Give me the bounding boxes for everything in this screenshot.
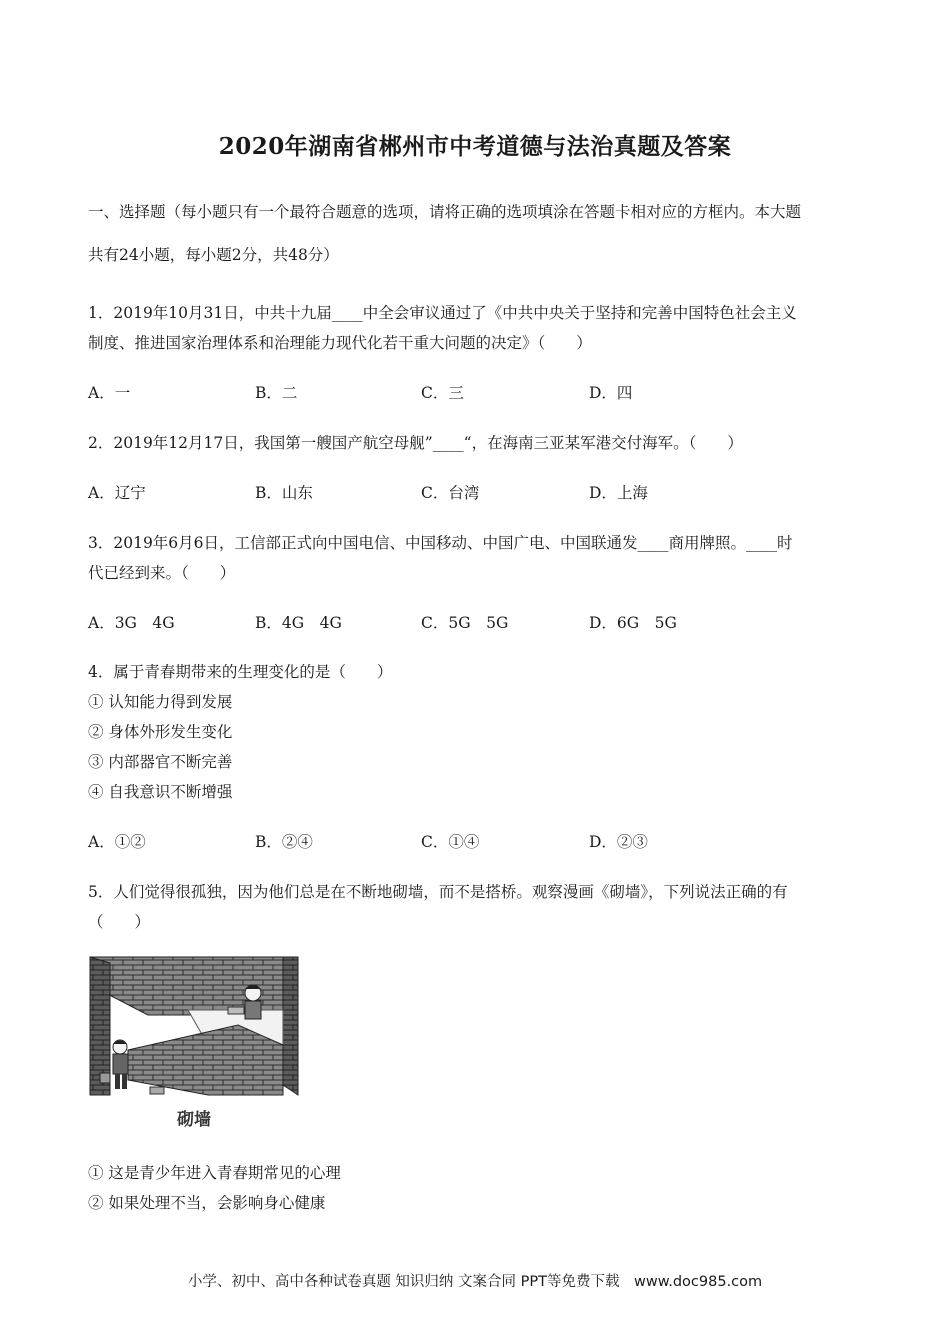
- question-4-item-4: ④ 自我意识不断增强: [88, 783, 233, 801]
- question-4-option-d: D．②③: [589, 833, 648, 851]
- question-3-option-d: D．6G 5G: [589, 614, 677, 632]
- question-4-stem: 4．属于青春期带来的生理变化的是（ ）: [88, 663, 393, 681]
- question-4-option-b: B．②④: [255, 833, 313, 851]
- question-3-line-1: 3．2019年6月6日，工信部正式向中国电信、中国移动、中国广电、中国联通发____商用牌照。____时: [88, 534, 793, 552]
- question-3-option-c: C．5G 5G: [421, 614, 509, 632]
- figure-caption: 砌墙: [177, 1110, 211, 1130]
- question-4-item-3: ③ 内部器官不断完善: [88, 753, 233, 771]
- question-5-line-2: （ ）: [88, 913, 151, 931]
- question-1-option-a: A．一: [88, 384, 131, 402]
- question-4-option-a: A．①②: [88, 833, 146, 851]
- question-1-line-2: 制度、推进国家治理体系和治理能力现代化若干重大问题的决定》（ ）: [88, 334, 592, 352]
- section-instructions-line-2: 共有24小题，每小题2分，共48分）: [88, 246, 339, 264]
- question-2-option-a: A．辽宁: [88, 484, 146, 502]
- question-5-item-2: ② 如果处理不当，会影响身心健康: [88, 1194, 326, 1212]
- question-4-item-1: ① 认知能力得到发展: [88, 693, 233, 711]
- section-instructions-line-1: 一、选择题（每小题只有一个最符合题意的选项，请将正确的选项填涂在答题卡相对应的方框内。本大题: [88, 203, 802, 221]
- question-3-line-2: 代已经到来。（ ）: [88, 564, 236, 582]
- question-2-option-d: D．上海: [589, 484, 648, 502]
- question-4-item-2: ② 身体外形发生变化: [88, 723, 233, 741]
- question-1-option-b: B．二: [255, 384, 298, 402]
- question-5-item-1: ① 这是青少年进入青春期常见的心理: [88, 1164, 341, 1182]
- cartoon-figure: [88, 955, 300, 1130]
- page-title: 2020年湖南省郴州市中考道德与法治真题及答案: [218, 133, 732, 160]
- question-1-line-1: 1．2019年10月31日，中共十九届____中全会审议通过了《中共中央关于坚持和完善中国特色社会主义: [88, 304, 797, 322]
- question-2-option-c: C．台湾: [421, 484, 480, 502]
- question-1-option-d: D．四: [589, 384, 633, 402]
- question-3-option-b: B．4G 4G: [255, 614, 342, 632]
- question-5-line-1: 5．人们觉得很孤独，因为他们总是在不断地砌墙，而不是搭桥。观察漫画《砌墙》，下列说法正确的有: [88, 883, 788, 901]
- question-3-option-a: A．3G 4G: [88, 614, 175, 632]
- question-2-option-b: B．山东: [255, 484, 313, 502]
- brick-wall-cartoon-image: [88, 955, 300, 1100]
- question-4-option-c: C．①④: [421, 833, 480, 851]
- question-1-option-c: C．三: [421, 384, 464, 402]
- footer-advertisement: 小学、初中、高中各种试卷真题 知识归纳 文案合同 PPT等免费下载 www.doc985.com: [187, 1274, 763, 1290]
- question-2-line-1: 2．2019年12月17日，我国第一艘国产航空母舰”____“，在海南三亚某军港交付海军。（ ）: [88, 434, 743, 452]
